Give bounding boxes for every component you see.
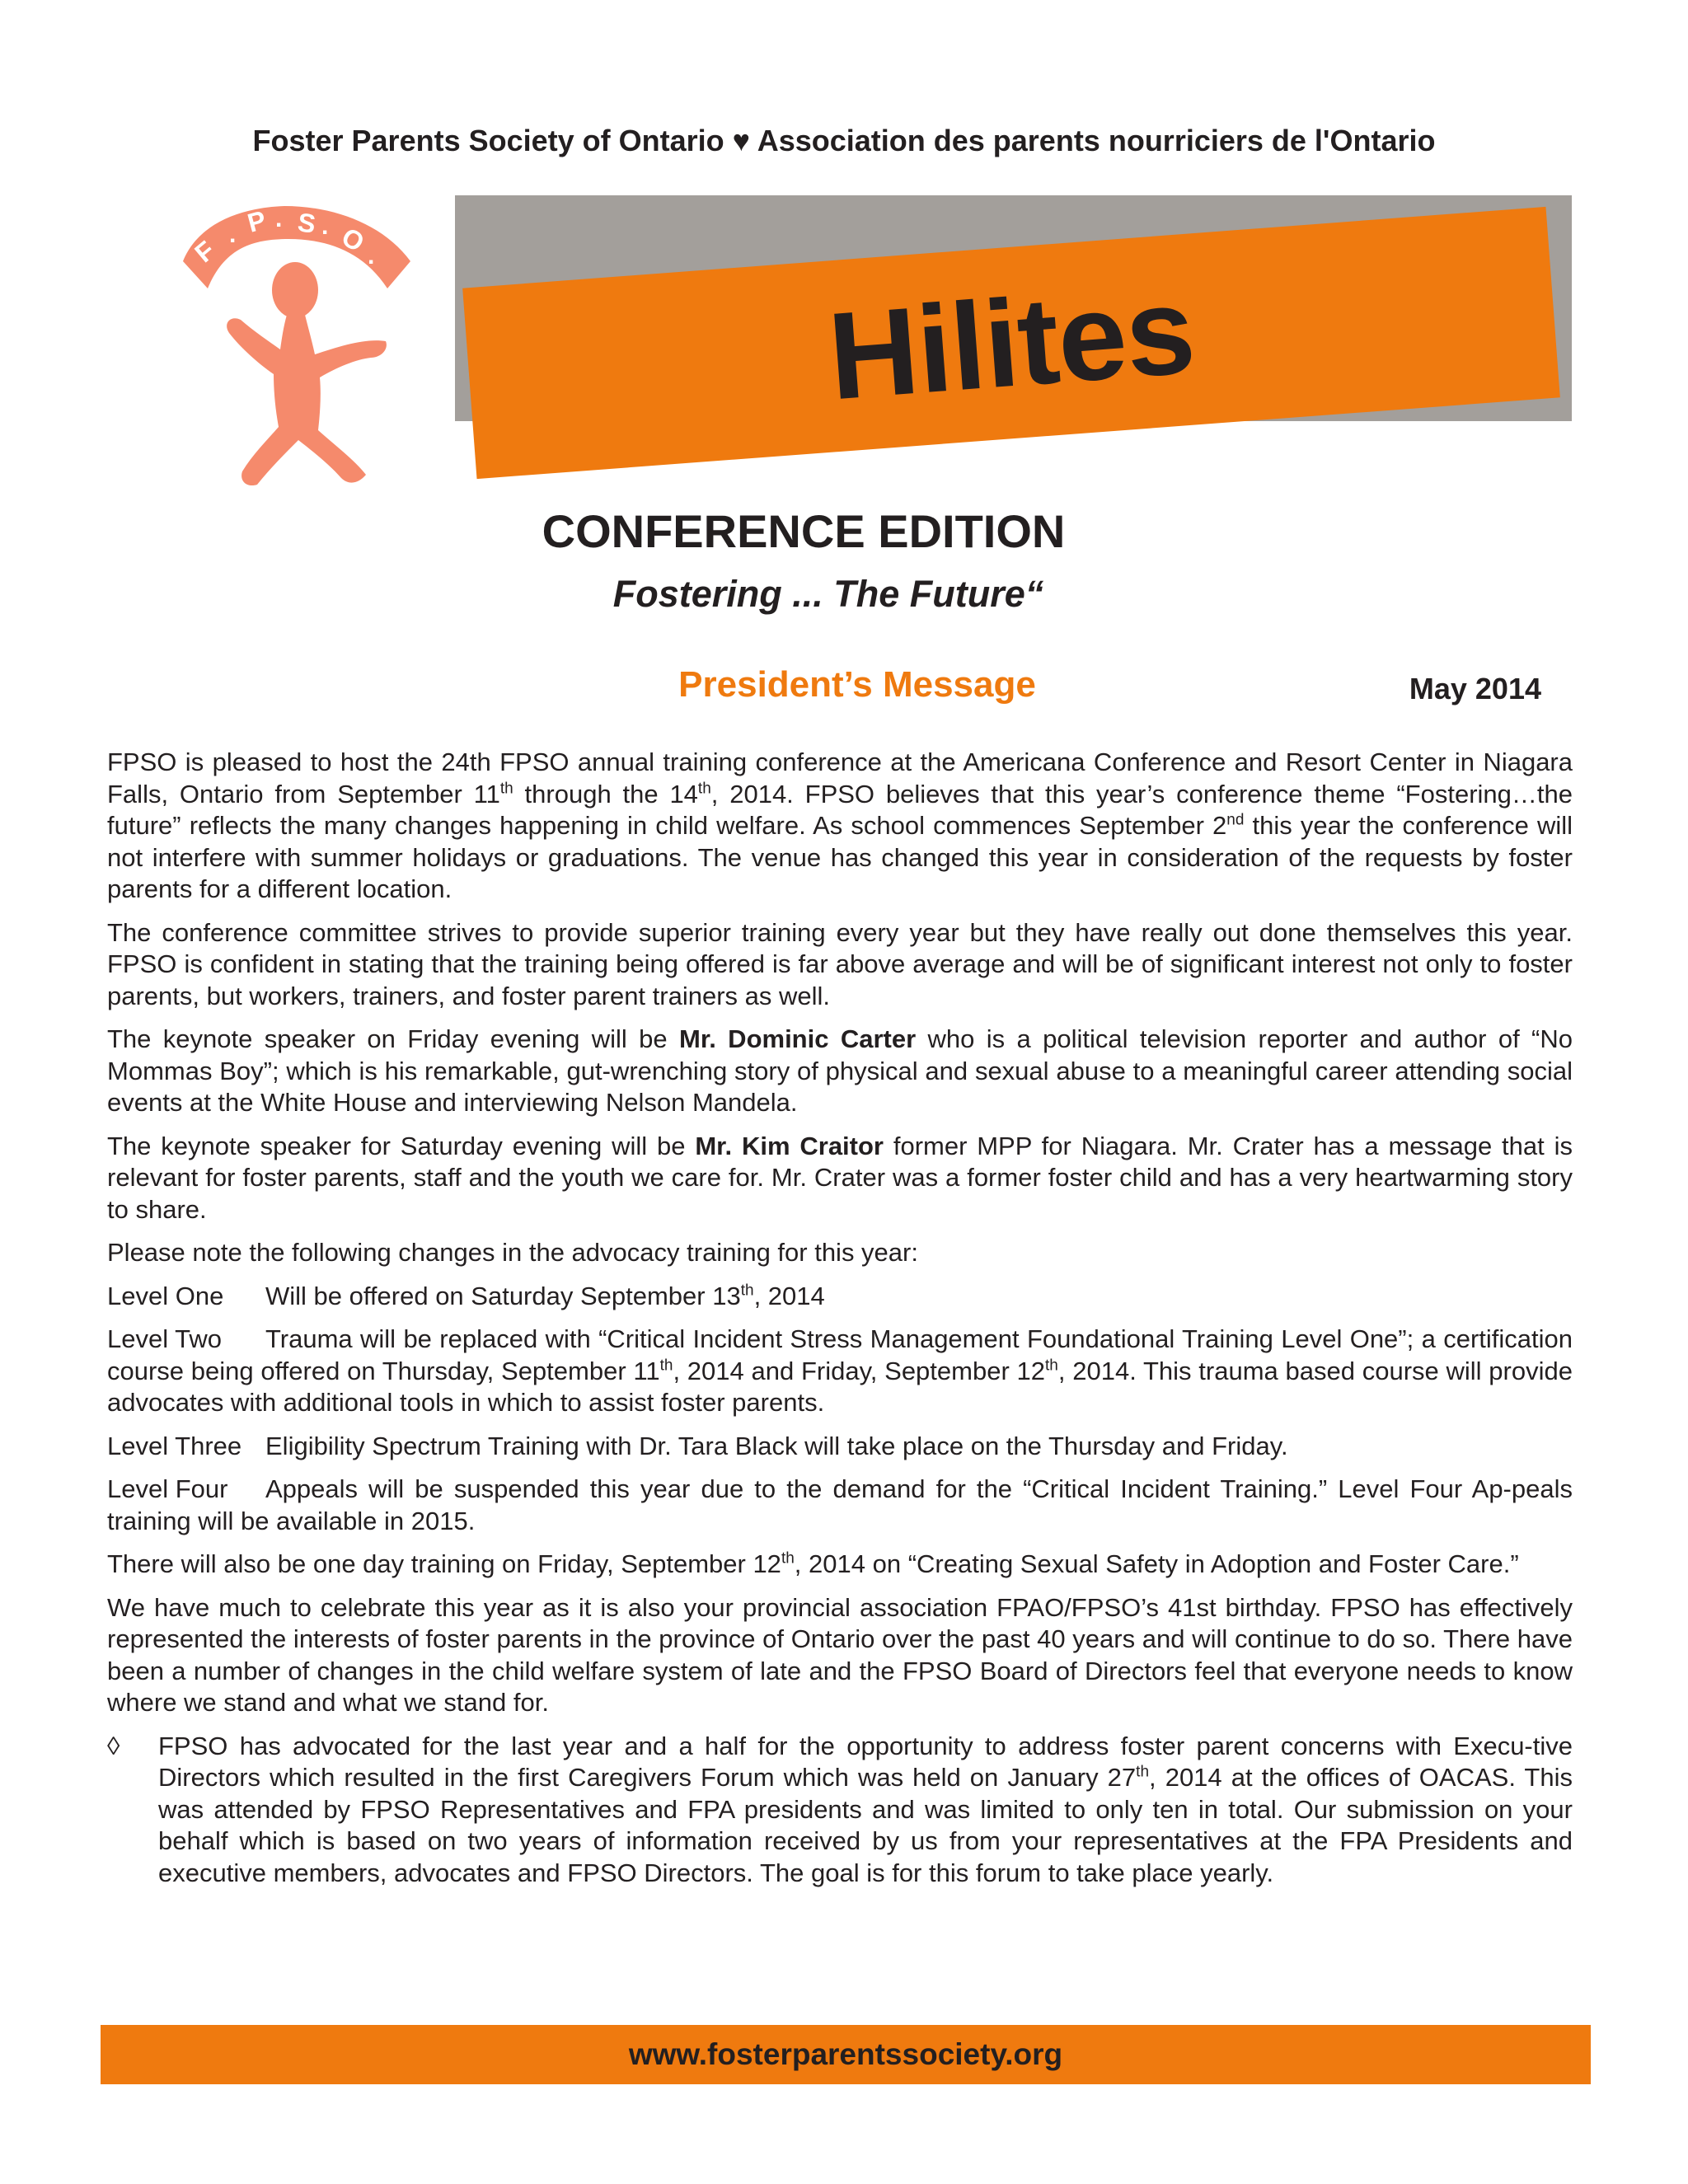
org-header	[0, 124, 1688, 158]
section-title: President’s Message	[678, 664, 1036, 705]
ordinal-suffix: th	[659, 1357, 673, 1375]
paragraph-committee: The conference committee strives to provide superior training every year but they have really out done themselves this year. FPSO is confident in stating that the training being offered is far above average and will be of significant interest not only to foster parents, but workers, trainers, and foster parent trainers as well.	[107, 917, 1573, 1010]
paragraph-friday-keynote	[107, 1024, 1573, 1119]
ordinal-suffix: nd	[1226, 811, 1245, 829]
text-run: who is a political television reporter and author of “No Mommas Boy”; which is his remarkable, gut-wrenching story of physical and sexual abuse to a meaningful career attending social events at the White House and interviewing Nelson Mandela.	[107, 1024, 1573, 1117]
text-run: The keynote speaker on Friday evening will be	[107, 1024, 680, 1053]
text-run: FPSO has advocated for the last year and a half for the opportunity to address foster parent concerns with Execu-tive Directors which resulted in the first Caregivers Forum which was held on January 27	[158, 1731, 1573, 1792]
logo-letter-s: S	[296, 207, 318, 239]
paragraph-advocacy-intro: Please note the following changes in the advocacy training for this year:	[107, 1238, 918, 1267]
org-name-fr: Association des parents nourriciers de l'Ontario	[757, 124, 1436, 157]
fpso-figure-logo-icon	[165, 199, 429, 496]
level-label: Level Four	[107, 1474, 228, 1503]
text-run: , 2014. This trauma based course will provide advocates with additional tools in which to assist foster parents.	[107, 1356, 1573, 1417]
level-three-item	[107, 1431, 1573, 1463]
paragraph-saturday-keynote	[107, 1131, 1573, 1226]
text-run: , 2014. FPSO believes that this year’s conference theme “Fostering…the future” reflects the many changes happening in child welfare. As school commences September 2	[107, 779, 1573, 840]
newsletter-title: Hilites	[823, 260, 1199, 425]
text-run: Trauma will be replaced with “Critical Incident Stress Management Foundational Training Level One”; a certification course being offered on Thursday, September 11	[107, 1324, 1573, 1385]
text-run: Appeals will be suspended this year due to the demand for the “Critical Incident Training.” Level Four Ap-peals training will be available in 2015.	[107, 1474, 1573, 1535]
issue-date: May 2014	[1409, 672, 1541, 705]
edition-title: CONFERENCE EDITION	[542, 505, 1066, 557]
level-one-item	[107, 1281, 1573, 1313]
text-run: FPSO is pleased to host the 24th FPSO annual training conference at the Americana Conference and Resort Center in Niagara Falls, Ontario from September 11	[107, 748, 1573, 808]
level-two-item	[107, 1324, 1573, 1419]
ordinal-suffix: th	[740, 1282, 754, 1300]
level-four-item	[107, 1474, 1573, 1537]
diamond-bullet-icon: ◊	[107, 1731, 120, 1760]
text-run: Will be offered on Saturday September 13	[265, 1281, 741, 1310]
logo-letter-o: O	[336, 221, 370, 258]
ordinal-suffix: th	[499, 780, 513, 798]
text-run: through the 14	[513, 779, 698, 808]
bullet-item-caregivers-forum	[107, 1731, 1573, 1890]
text-run: There will also be one day training on Friday, September 12	[107, 1549, 781, 1578]
text-run: , 2014 on “Creating Sexual Safety in Adoption and Foster Care.”	[794, 1549, 1519, 1578]
text-run: this year the conference will not interfere with summer holidays or graduations. The venue has changed this year in consideration of the requests by foster parents for a different location.	[107, 811, 1573, 903]
ordinal-suffix: th	[781, 1549, 795, 1568]
article-body	[107, 747, 1573, 1900]
speaker-name: Mr. Dominic Carter	[679, 1024, 917, 1053]
website-link[interactable]: www.fosterparentssociety.org	[628, 2037, 1063, 2071]
conference-theme: Fostering ... The Future“	[612, 573, 1044, 615]
text-run: , 2014 at the offices of OACAS. This was attended by FPSO Representatives and FPA presidents and was limited to only ten in total. Our submission on your behalf which is based on two years of information received by us from your representatives at the FPA Presidents and executive members, advocates and FPSO Directors. The goal is for this forum to take place yearly.	[158, 1763, 1573, 1887]
logo-letter-f: F	[189, 235, 221, 269]
level-label: Level One	[107, 1281, 224, 1310]
ordinal-suffix: th	[1136, 1763, 1150, 1781]
logo-dot: .	[321, 213, 329, 240]
footer-bar	[101, 2025, 1591, 2084]
paragraph-intro	[107, 747, 1573, 906]
level-label: Level Three	[107, 1431, 242, 1460]
logo-dot: .	[275, 205, 283, 232]
speaker-name: Mr. Kim Craitor	[695, 1131, 884, 1160]
text-run: Eligibility Spectrum Training with Dr. Tara Black will take place on the Thursday and Friday.	[265, 1431, 1288, 1460]
text-run: former MPP for Niagara. Mr. Crater has a message that is relevant for foster parents, staff and the youth we care for. Mr. Crater was a former foster child and has a very heartwarming story to share.	[107, 1131, 1573, 1224]
level-label: Level Two	[107, 1324, 223, 1353]
text-run: , 2014 and Friday, September 12	[673, 1356, 1046, 1385]
logo-dot: .	[368, 242, 375, 269]
text-run: The keynote speaker for Saturday evening will be	[107, 1131, 696, 1160]
logo-letter-p: P	[244, 204, 270, 238]
heart-icon: ♥	[732, 124, 751, 157]
ordinal-suffix: th	[697, 780, 711, 798]
ordinal-suffix: th	[1045, 1357, 1058, 1375]
org-name-en: Foster Parents Society of Ontario	[252, 124, 724, 157]
text-run: , 2014	[753, 1281, 825, 1310]
logo-dot: .	[229, 221, 237, 248]
paragraph-celebrate: We have much to celebrate this year as it is also your provincial association FPAO/FPSO’s 41st birthday. FPSO has effectively represented the interests of foster parents in the province of Ontario over the past 40 years and will continue to do so. There have been a number of changes in the child welfare system of late and the FPSO Board of Directors feel that everyone needs to know where we stand and what we stand for.	[107, 1592, 1573, 1717]
paragraph-one-day-training	[107, 1549, 1573, 1581]
